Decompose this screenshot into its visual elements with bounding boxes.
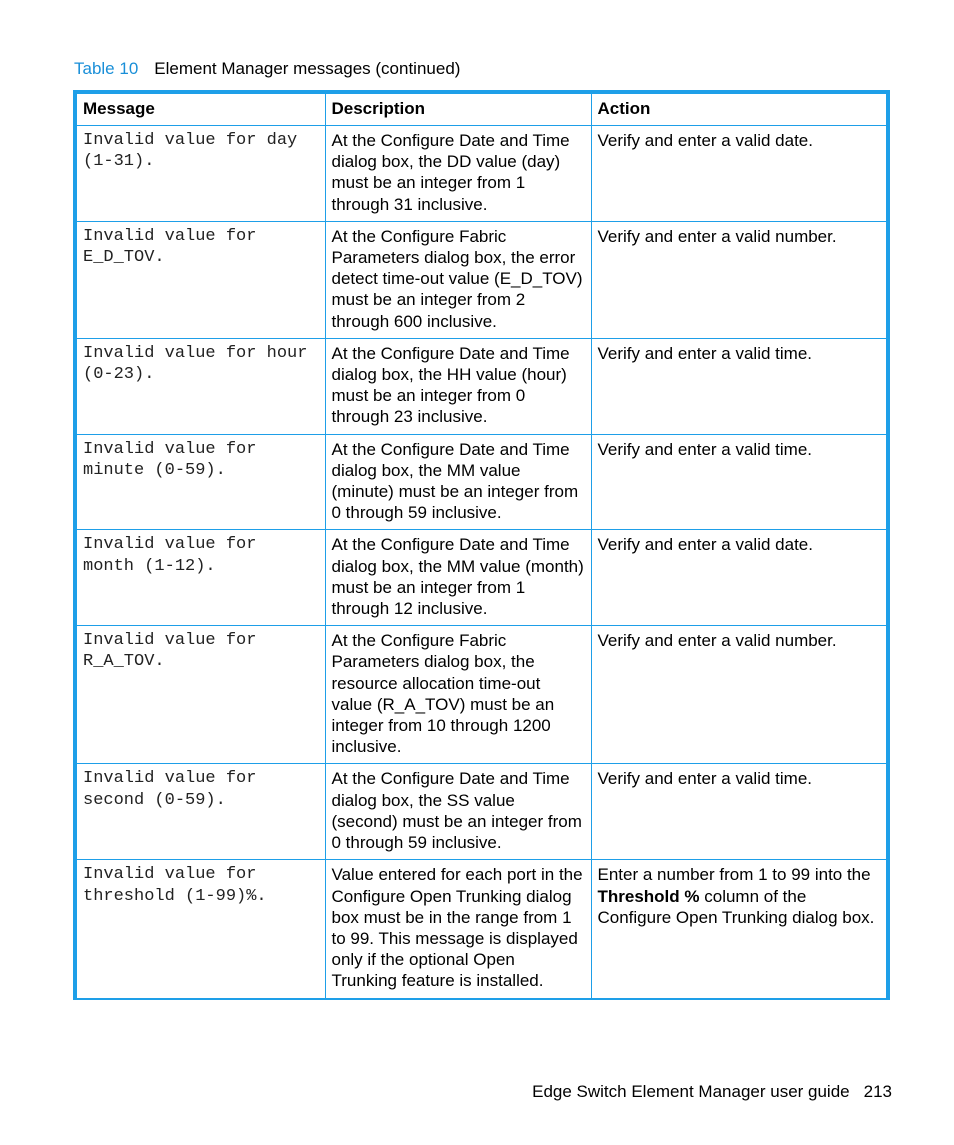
message-line: minute (0-59).	[83, 460, 226, 480]
guide-title: Edge Switch Element Manager user guide	[532, 1082, 850, 1101]
column-header-action: Action	[591, 92, 888, 126]
message-line: threshold (1-99)%.	[83, 886, 267, 906]
action-text: column of the Configure Open Trunking dialog box.	[597, 886, 875, 927]
description-cell: At the Configure Date and Time dialog box, the HH value (hour) must be an integer from 0 through 23 inclusive.	[325, 338, 591, 434]
table-caption	[74, 59, 460, 79]
message-line: month (1-12).	[83, 556, 216, 576]
message-line: R_A_TOV.	[83, 652, 165, 672]
message-line: Invalid value for	[83, 439, 257, 459]
message-cell	[75, 626, 325, 764]
page-number: 213	[863, 1082, 892, 1101]
action-text: Enter a number from 1 to 99 into the	[597, 865, 871, 885]
message-line: Invalid value for	[83, 769, 257, 789]
message-line: (1-31).	[83, 152, 155, 172]
message-line: Invalid value for	[83, 226, 257, 246]
message-cell	[75, 860, 325, 999]
message-line: Invalid value for	[83, 631, 257, 651]
message-cell	[75, 338, 325, 434]
table-row	[75, 530, 888, 626]
action-cell: Verify and enter a valid time.	[591, 434, 888, 530]
message-cell	[75, 126, 325, 222]
table-header-row	[75, 92, 888, 126]
table-row	[75, 126, 888, 222]
threshold-column-name: Threshold %	[597, 886, 700, 906]
column-header-description: Description	[325, 92, 591, 126]
message-line: Invalid value for	[83, 865, 257, 885]
action-cell	[591, 860, 888, 999]
table-row	[75, 626, 888, 764]
table-row	[75, 860, 888, 999]
message-line: E_D_TOV.	[83, 248, 165, 268]
table-row	[75, 434, 888, 530]
message-line: Invalid value for	[83, 535, 257, 555]
table-row	[75, 221, 888, 338]
table-number: Table 10	[74, 59, 139, 78]
description-cell: At the Configure Fabric Parameters dialog box, the error detect time-out value (E_D_TOV) must be an integer from 2 through 600 inclusive.	[325, 221, 591, 338]
message-line: Invalid value for hour	[83, 343, 308, 363]
message-line: second (0-59).	[83, 790, 226, 810]
action-cell: Verify and enter a valid number.	[591, 626, 888, 764]
message-line: Invalid value for day	[83, 131, 298, 150]
table-row	[75, 338, 888, 434]
action-cell: Verify and enter a valid number.	[591, 221, 888, 338]
message-cell	[75, 221, 325, 338]
message-cell	[75, 530, 325, 626]
message-line: (0-23).	[83, 365, 155, 385]
description-cell: Value entered for each port in the Configure Open Trunking dialog box must be in the range from 1 to 99. This message is displayed only if the optional Open Trunking feature is installed.	[325, 860, 591, 999]
description-cell: At the Configure Date and Time dialog box, the DD value (day) must be an integer from 1 through 31 inclusive.	[325, 126, 591, 222]
table-title: Element Manager messages (continued)	[154, 59, 461, 78]
message-cell	[75, 434, 325, 530]
messages-table	[73, 90, 890, 1000]
description-cell: At the Configure Date and Time dialog box, the MM value (month) must be an integer from 1 through 12 inclusive.	[325, 530, 591, 626]
action-cell: Verify and enter a valid date.	[591, 126, 888, 222]
table-row	[75, 764, 888, 860]
description-cell: At the Configure Date and Time dialog box, the MM value (minute) must be an integer from 0 through 59 inclusive.	[325, 434, 591, 530]
action-cell: Verify and enter a valid time.	[591, 338, 888, 434]
description-cell: At the Configure Date and Time dialog box, the SS value (second) must be an integer from 0 through 59 inclusive.	[325, 764, 591, 860]
page-footer	[532, 1082, 892, 1102]
action-cell: Verify and enter a valid date.	[591, 530, 888, 626]
action-cell: Verify and enter a valid time.	[591, 764, 888, 860]
description-cell: At the Configure Fabric Parameters dialog box, the resource allocation time-out value (R_A_TOV) must be an integer from 10 through 1200 inclusive.	[325, 626, 591, 764]
message-cell	[75, 764, 325, 860]
column-header-message: Message	[75, 92, 325, 126]
